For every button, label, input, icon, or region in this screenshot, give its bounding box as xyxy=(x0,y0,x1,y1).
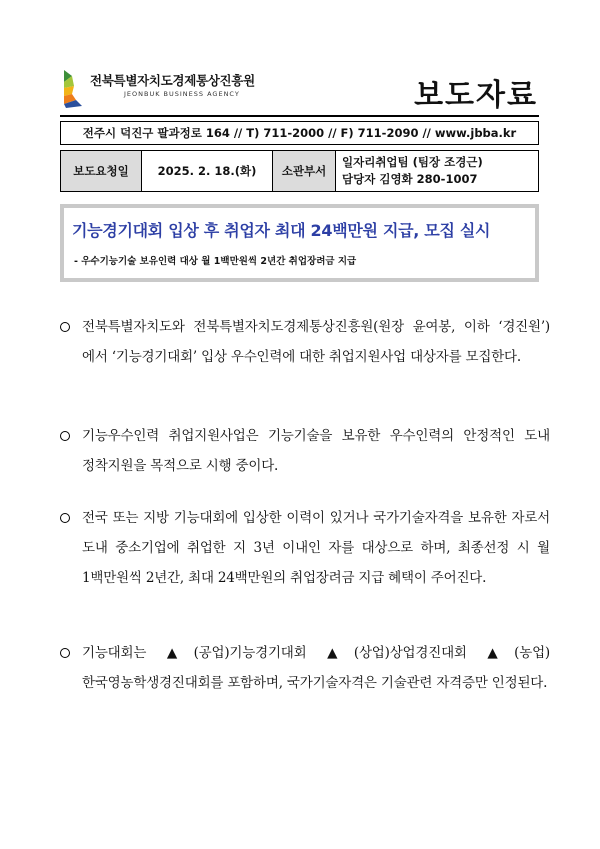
paragraph-text: 기능우수인력 취업지원사업은 기능기술을 보유한 우수인력의 안정적인 도내 정착지원을 목적으로 시행 중이다. xyxy=(82,428,550,474)
org-name: 전북특별자치도경제통상진흥원 xyxy=(90,73,255,88)
paragraph-item xyxy=(60,503,550,593)
paragraph-item xyxy=(60,421,550,481)
header-divider xyxy=(60,115,539,117)
request-date-value: 2025. 2. 18.(화) xyxy=(142,151,273,192)
paragraph-item xyxy=(60,312,550,372)
paragraph-text: 기능대회는 ▲(공업)기능경기대회 ▲(상업)상업경진대회 ▲(농업)한국영농학생경진대회를 포함하며, 국가기술자격은 기술관련 자격증만 인정된다. xyxy=(82,645,550,691)
dept-label: 소관부서 xyxy=(273,151,336,192)
circle-bullet-icon xyxy=(60,513,70,523)
logo-icon xyxy=(60,68,86,110)
paragraph-item xyxy=(60,638,550,698)
paragraph-text: 전국 또는 지방 기능대회에 입상한 이력이 있거나 국가기술자격을 보유한 자로서 도내 중소기업에 취업한 지 3년 이내인 자를 대상으로 하며, 최종선정 시 월 1백만원씩 2년간, 최대 24백만원의 취업장려금 지급 혜택이 주어진다. xyxy=(82,510,550,586)
dept-cell xyxy=(336,151,539,192)
circle-bullet-icon xyxy=(60,648,70,658)
circle-bullet-icon xyxy=(60,431,70,441)
org-name-en: JEONBUK BUSINESS AGENCY xyxy=(124,90,240,98)
doc-type-title: 보도자료 xyxy=(414,78,538,113)
headline-title: 기능경기대회 입상 후 취업자 최대 24백만원 지급, 모집 실시 xyxy=(72,221,491,240)
paragraph-text: 전북특별자치도와 전북특별자치도경제통상진흥원(원장 윤여봉, 이하 ‘경진원’)에서 ‘기능경기대회’ 입상 우수인력에 대한 취업지원사업 대상자를 모집한다. xyxy=(82,319,550,365)
request-date-label: 보도요청일 xyxy=(61,151,142,192)
circle-bullet-icon xyxy=(60,322,70,332)
meta-table xyxy=(60,150,539,192)
contact-person: 담당자 김영화 280-1007 xyxy=(342,172,478,186)
dept-value: 일자리취업팀 (팀장 조경근) xyxy=(342,155,483,169)
org-logo xyxy=(60,68,320,112)
headline-box xyxy=(60,204,539,282)
contact-bar: 전주시 덕진구 팔과정로 164 // T) 711-2000 // F) 711-2090 // www.jbba.kr xyxy=(60,121,539,145)
headline-subtitle: - 우수기능기술 보유인력 대상 월 1백만원씩 2년간 취업장려금 지급 xyxy=(74,256,357,267)
